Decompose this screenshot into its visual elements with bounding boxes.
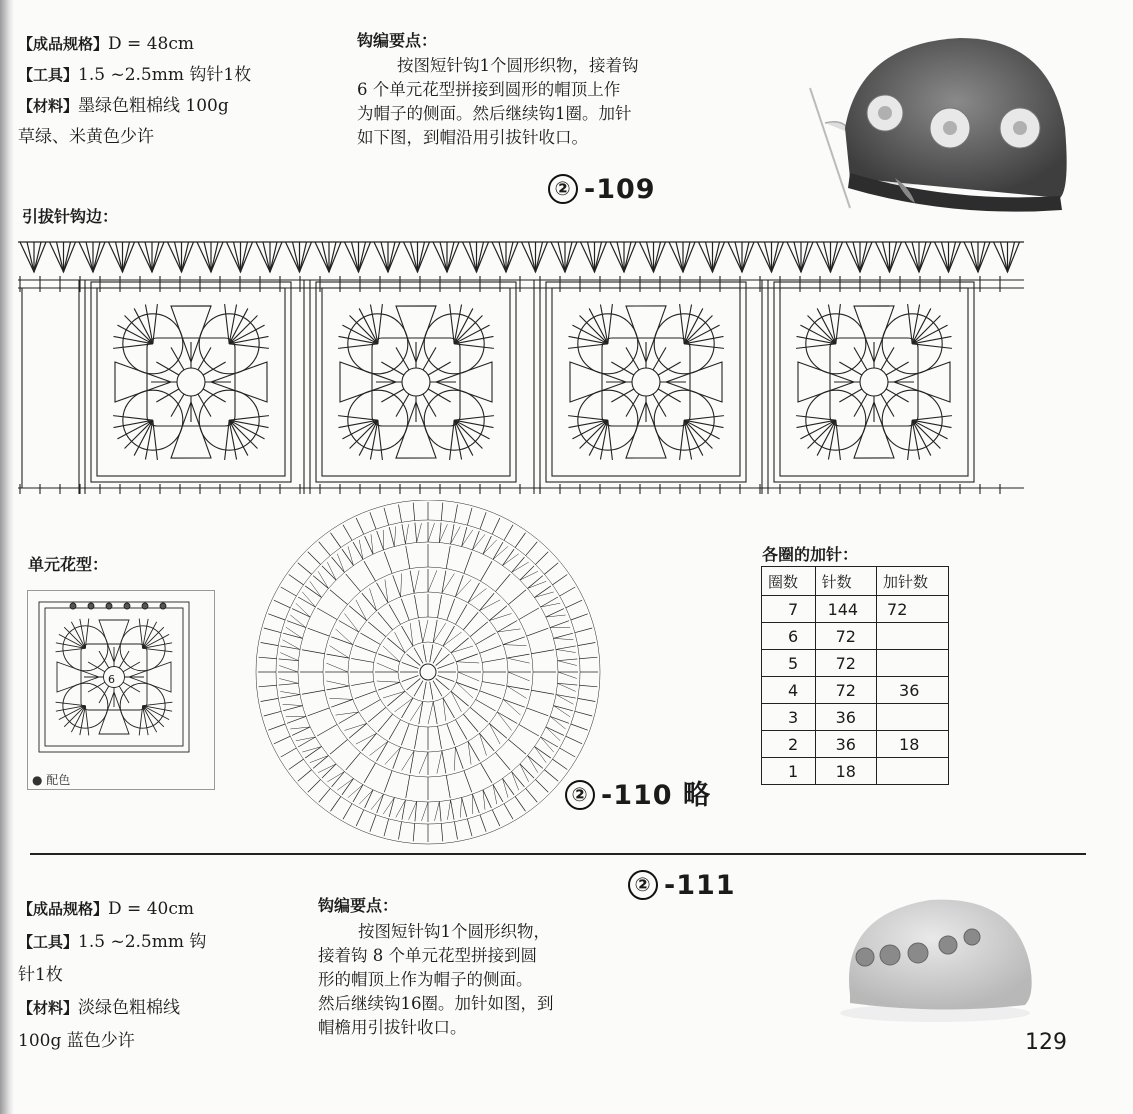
points-line: 形的帽顶上作为帽子的侧面。: [318, 970, 533, 989]
pattern-code-109: ② -109: [548, 174, 656, 205]
header-increase: 加针数: [877, 567, 949, 596]
motif-strip-squares: [18, 276, 1024, 494]
motif-center-number: 6: [108, 673, 115, 686]
spec-list-109: [18, 29, 251, 153]
header-stitches: 针数: [815, 567, 876, 596]
points-line: 帽檐用引拔针收口。: [318, 1018, 467, 1037]
points-line: 为帽子的侧面。然后继续钩1圈。加针: [357, 104, 632, 123]
table-row: 7 144 72: [762, 596, 949, 623]
book-spine-shadow: [0, 0, 14, 1114]
increase-table-title: 各圈的加针：: [762, 545, 859, 564]
spec-list-111: [18, 893, 206, 1058]
points-line: 按图短针钩1个圆形织物，接着钩: [397, 56, 639, 75]
motif-label: 单元花型：: [28, 555, 109, 574]
points-title: 钩编要点：: [357, 31, 438, 50]
spec-tool: 【工具】1.5 ~2.5mm 钩针1枚: [18, 65, 252, 85]
motif-strip-diagram: [14, 232, 1034, 502]
points-line: 然后继续钩16圈。加针如图，到: [318, 994, 554, 1013]
table-header-row: [762, 567, 949, 596]
points-111: [318, 893, 618, 1040]
table-row: 5 72: [762, 650, 949, 677]
table-row: 4 72 36: [762, 677, 949, 704]
spec-material: 【材料】墨绿色粗棉线 100g: [18, 96, 229, 116]
page-number: 129: [1025, 1030, 1067, 1055]
spec-material: 【材料】淡绿色粗棉线: [18, 998, 181, 1018]
header-round: 圈数: [762, 567, 816, 596]
section-divider: [30, 853, 1086, 855]
spec-size: 【成品规格】D = 48cm: [18, 34, 194, 54]
spec-tool: 【工具】1.5 ~2.5mm 钩: [18, 932, 207, 952]
motif-diagram: [28, 591, 214, 766]
table-row: 1 18: [762, 758, 949, 785]
slip-stitch-edge: [18, 242, 1024, 272]
table-row: 6 72: [762, 623, 949, 650]
hat-photo-109: [790, 28, 1120, 218]
points-title: 钩编要点：: [318, 896, 399, 915]
spec-tool-cont: 针1枚: [18, 965, 63, 985]
table-row: 2 36 18: [762, 731, 949, 758]
spec-material-extra: 草绿、米黄色少许: [18, 127, 154, 147]
points-line: 6 个单元花型拼接到圆形的帽顶上作: [357, 80, 621, 99]
spec-size: 【成品规格】D = 40cm: [18, 899, 194, 919]
increase-table: [761, 566, 949, 785]
points-line: 接着钩 8 个单元花型拼接到圆: [318, 946, 537, 965]
pattern-code-111: ② -111: [628, 870, 736, 901]
points-109: [357, 28, 737, 150]
table-row: 3 36: [762, 704, 949, 731]
hat-photo-111: [830, 885, 1050, 1025]
edge-label: 引拔针钩边：: [22, 207, 119, 226]
points-line: 按图短针钩1个圆形织物，: [358, 922, 550, 941]
pattern-code-110: ② -110 略: [565, 773, 711, 812]
points-line: 如下图，到帽沿用引拔针收口。: [357, 128, 588, 147]
color-legend: ● 配色: [32, 773, 71, 787]
motif-diagram-box: [27, 590, 215, 790]
spec-material-cont: 100g 蓝色少许: [18, 1031, 135, 1051]
